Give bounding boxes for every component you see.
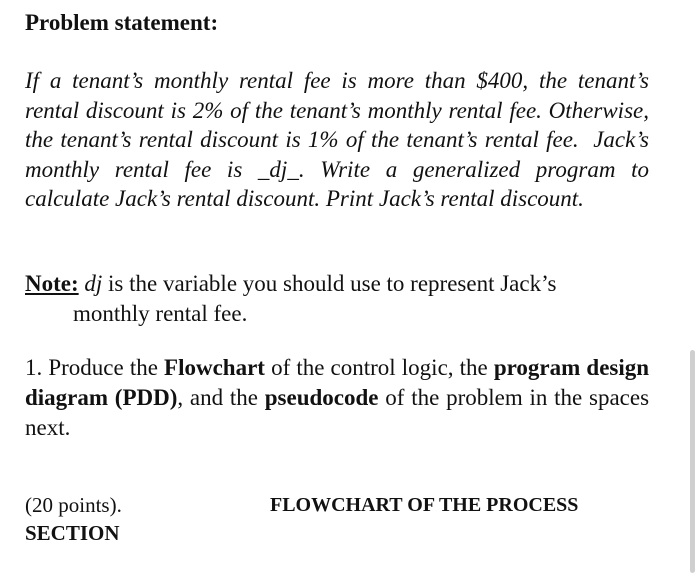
points: (20 points). — [25, 493, 122, 517]
problem-text-1: If a tenant’s monthly rental fee is more than $400, the tenant’s rental discount is 2% of the tenant’s monthly rental fee. Otherwise, the tenant’s rental discount is 1% of the tenant’s rental fee. — [25, 68, 649, 152]
section-label: SECTION — [25, 521, 120, 545]
task-text-2: of the control logic, the — [271, 355, 488, 380]
scrollbar[interactable] — [690, 350, 695, 573]
task-text-4: of the problem in the spaces next. — [25, 385, 650, 440]
task-text-1: Produce the — [48, 355, 158, 380]
note-label: Note: — [25, 271, 79, 296]
flowchart-title: FLOWCHART OF THE PROCESS — [270, 494, 579, 516]
task-text-3: , and the — [177, 385, 258, 410]
note — [25, 269, 649, 329]
task-number: 1. — [25, 355, 43, 380]
note-line-2: monthly rental fee. — [73, 301, 248, 326]
problem-statement — [25, 66, 649, 214]
heading: Problem statement: — [25, 10, 219, 35]
task-bold-pdd: program design diagram (PDD) — [25, 355, 650, 410]
problem-text-2: Jack’s monthly rental fee is _dj_. Write a generalized program to calculate Jack’s rental discount. Print Jack’s rental discount. — [25, 127, 649, 211]
note-line-1: dj is the variable you should use to represent Jack’s — [84, 271, 557, 296]
task-bold-flowchart: Flowchart — [164, 355, 265, 380]
task-1 — [25, 353, 649, 443]
task-bold-pseudocode: pseudocode — [264, 385, 379, 410]
